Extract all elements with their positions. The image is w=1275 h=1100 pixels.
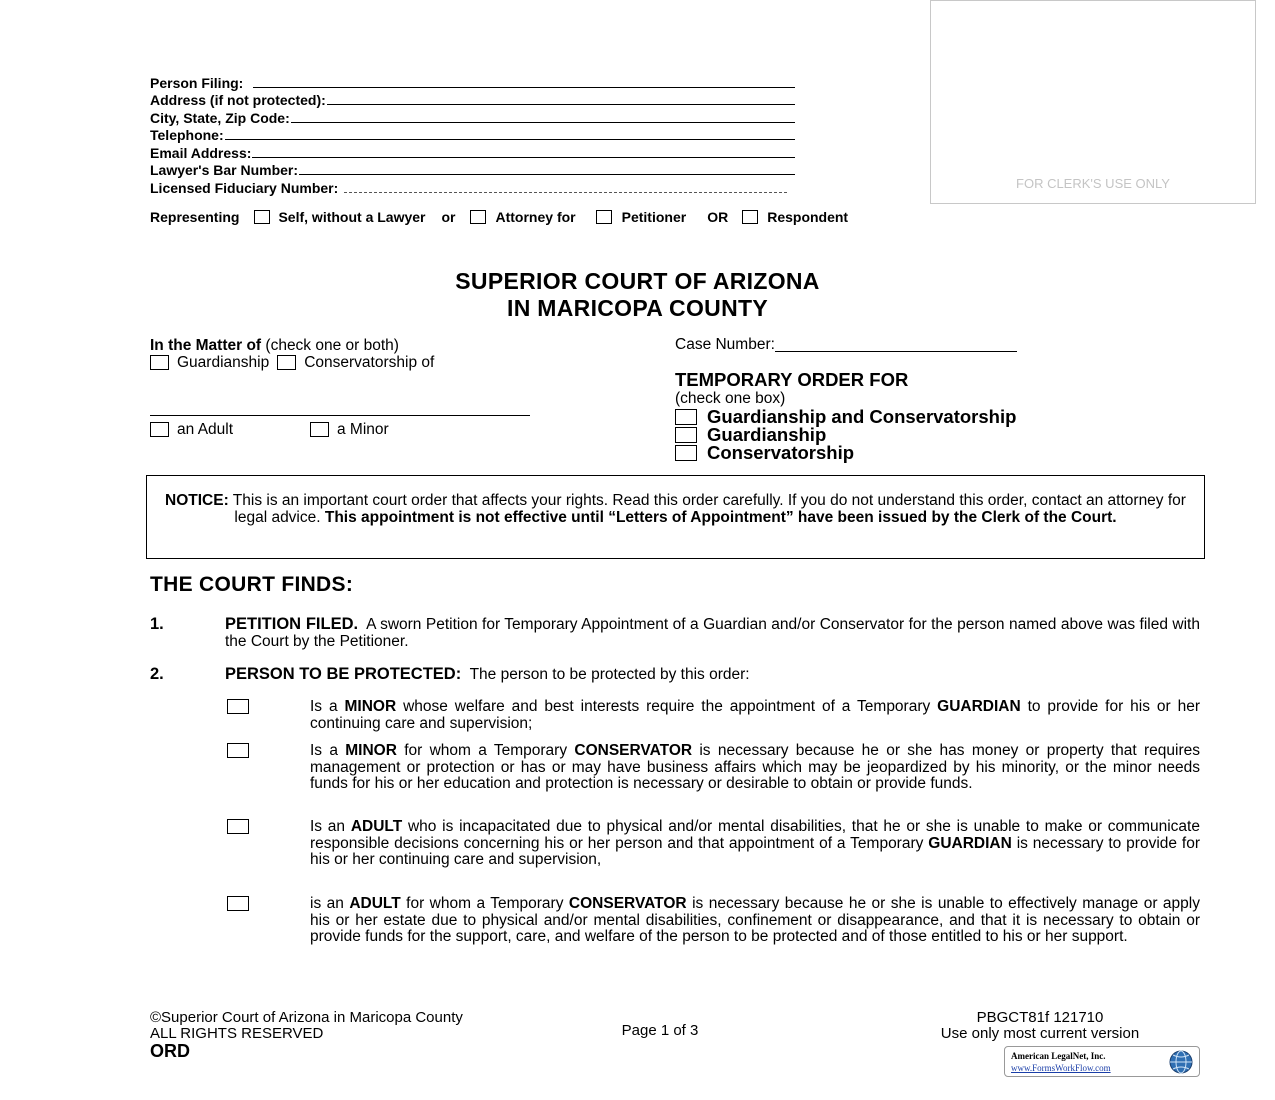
adult-conservator-text-1: is an (310, 895, 350, 912)
minor-guardian-text-1: Is a (310, 698, 345, 715)
respondent-label: Respondent (767, 209, 849, 225)
person-filing-label: Person Filing: (150, 74, 244, 91)
order-guardianship-checkbox[interactable] (675, 427, 697, 443)
item-1-title: PETITION FILED. (225, 615, 359, 633)
adult-guardian-text-3: is necessary to provide for his or her continuing care and supervision, (310, 834, 1200, 868)
minor-guardian-text (310, 699, 1200, 732)
matter-heading (150, 337, 530, 354)
footer-right (900, 1010, 1180, 1042)
filing-info-block (150, 73, 795, 196)
item-2-text (225, 666, 1200, 684)
court-title-line2: IN MARICOPA COUNTY (507, 295, 768, 321)
city-state-zip-row (150, 108, 795, 126)
footer-version: Use only most current version (940, 1025, 1140, 1042)
bar-number-row (150, 161, 795, 179)
minor-checkbox[interactable] (310, 422, 329, 437)
minor-conservator-text-3: is necessary because he or she has money or property that requires management or protection or has or may have business affairs which may be jeopardized by his minority, or the minor needs funds for his or her education and protection is necessary or desirable to obtain or provide funds. (310, 742, 1200, 792)
check-one-note: (check one box) (675, 390, 786, 407)
or-upper-label: OR (707, 209, 729, 225)
or-label: or (441, 209, 456, 225)
protected-person-name-field[interactable] (150, 415, 530, 416)
fiduciary-row (150, 178, 787, 196)
minor-guardian-bold-2: GUARDIAN (937, 698, 1021, 715)
conservatorship-checkbox[interactable] (277, 355, 296, 370)
item-1-text (225, 616, 1200, 650)
clerk-use-label: FOR CLERK'S USE ONLY (1016, 176, 1170, 191)
guardianship-label: Guardianship (177, 353, 270, 371)
adult-conservator-text-2: for whom a Temporary (400, 895, 569, 912)
case-number-label: Case Number: (675, 336, 775, 353)
matter-heading-note: (check one or both) (265, 336, 399, 354)
city-state-zip-label: City, State, Zip Code: (150, 109, 290, 126)
guardianship-checkbox[interactable] (150, 355, 169, 370)
case-section (675, 337, 1017, 462)
adult-guardian-bold-2: GUARDIAN (928, 834, 1012, 852)
footer-rights: ALL RIGHTS RESERVED (150, 1025, 324, 1042)
footer-form-id: PBGCT81f 121710 (976, 1009, 1104, 1026)
minor-conservator-bold-1: MINOR (345, 742, 397, 759)
footer-code: ORD (150, 1041, 190, 1061)
self-checkbox[interactable] (254, 210, 270, 224)
person-filing-field[interactable] (253, 87, 795, 88)
clerk-use-box (930, 0, 1256, 204)
fiduciary-label: Licensed Fiduciary Number: (150, 179, 339, 196)
address-label: Address (if not protected): (150, 92, 326, 108)
item-2-title: PERSON TO BE PROTECTED: (225, 665, 462, 683)
petitioner-checkbox[interactable] (596, 210, 612, 224)
order-both-label: Guardianship and Conservatorship (707, 406, 1017, 427)
attorney-label: Attorney for (495, 209, 576, 225)
order-guardianship-label: Guardianship (707, 424, 827, 445)
bar-number-label: Lawyer's Bar Number: (150, 162, 299, 178)
minor-guardian-text-3: to provide for his or her continuing care and supervision; (310, 698, 1200, 732)
age-row (150, 421, 530, 438)
email-label: Email Address: (150, 144, 252, 161)
email-row (150, 143, 795, 161)
notice-text: This is an important court order that affects your rights. Read this order carefully. If you do not understand this order, contact an attorney for legal advice. (232, 492, 1186, 526)
attorney-checkbox[interactable] (470, 210, 486, 224)
temporary-order-title: TEMPORARY ORDER FOR (675, 369, 909, 390)
notice-label: NOTICE: (165, 492, 229, 509)
city-state-zip-field[interactable] (291, 122, 795, 123)
footer-copyright: ©Superior Court of Arizona in Maricopa County (150, 1009, 463, 1026)
court-title-line1: SUPERIOR COURT OF ARIZONA (455, 268, 820, 294)
email-field[interactable] (252, 157, 795, 158)
telephone-field[interactable] (225, 139, 795, 140)
adult-guardian-text-2: who is incapacitated due to physical and/or mental disabilities, that he or she is unable to make or communicate responsible decisions concerning his or her person and that appointment of a Temporary (310, 818, 1200, 852)
order-conservatorship-label: Conservatorship (707, 442, 855, 463)
representing-label: Representing (150, 209, 240, 225)
minor-conservator-text-1: Is a (310, 742, 346, 759)
adult-guardian-checkbox[interactable] (227, 819, 249, 834)
adult-label: an Adult (177, 420, 234, 438)
telephone-label: Telephone: (150, 127, 224, 143)
minor-conservator-text (310, 743, 1200, 793)
case-number-row (675, 337, 1017, 354)
telephone-row (150, 126, 795, 144)
order-option-conservatorship (675, 444, 1017, 462)
petitioner-label: Petitioner (621, 209, 687, 225)
minor-conservator-bold-2: CONSERVATOR (574, 742, 693, 759)
item-1-number: 1. (150, 615, 164, 633)
fiduciary-field[interactable] (344, 192, 787, 193)
person-filing-row (150, 73, 795, 91)
court-finds-heading: THE COURT FINDS: (150, 573, 354, 596)
adult-conservator-bold-1: ADULT (349, 895, 401, 912)
footer-left (150, 1010, 463, 1060)
american-legalnet-logo[interactable] (1004, 1046, 1200, 1077)
notice-box (146, 475, 1205, 559)
self-label: Self, without a Lawyer (278, 209, 426, 225)
logo-url[interactable]: www.FormsWorkFlow.com (1011, 1063, 1111, 1073)
representing-row (150, 209, 848, 225)
matter-type-row (150, 354, 530, 371)
adult-conservator-checkbox[interactable] (227, 896, 249, 911)
adult-guardian-text (310, 819, 1200, 869)
notice-bold-text: This appointment is not effective until “Letters of Appointment” have been issued by the Clerk of the Court. (324, 509, 1117, 526)
logo-company-name: American LegalNet, Inc. (1011, 1051, 1106, 1061)
minor-guardian-text-2: whose welfare and best interests require the appointment of a Temporary (396, 698, 938, 715)
minor-label: a Minor (337, 420, 389, 438)
minor-guardian-checkbox[interactable] (227, 699, 249, 714)
adult-guardian-text-1: Is an (310, 818, 351, 835)
minor-conservator-text-2: for whom a Temporary (396, 742, 575, 759)
minor-conservator-checkbox[interactable] (227, 743, 249, 758)
case-number-field[interactable] (775, 351, 1017, 352)
respondent-checkbox[interactable] (742, 210, 758, 224)
address-row (150, 91, 795, 109)
adult-conservator-text (310, 896, 1200, 946)
order-conservatorship-checkbox[interactable] (675, 445, 697, 461)
conservatorship-label: Conservatorship of (304, 353, 435, 371)
matter-heading-bold: In the Matter of (150, 336, 262, 354)
globe-icon (1167, 1049, 1195, 1075)
address-field[interactable] (327, 104, 795, 105)
matter-section (150, 337, 530, 438)
item-2-body: The person to be protected by this order: (469, 666, 750, 683)
adult-guardian-bold-1: ADULT (350, 818, 403, 835)
footer-page-number: Page 1 of 3 (621, 1022, 699, 1039)
order-both-checkbox[interactable] (675, 409, 697, 425)
adult-checkbox[interactable] (150, 422, 169, 437)
bar-number-field[interactable] (299, 174, 795, 175)
minor-guardian-bold-1: MINOR (344, 698, 397, 715)
adult-conservator-bold-2: CONSERVATOR (568, 895, 687, 912)
item-2-number: 2. (150, 665, 164, 683)
item-1-body: A sworn Petition for Temporary Appointment of a Guardian and/or Conservator for the person named above was filed with the Court by the Petitioner. (225, 616, 1200, 650)
adult-conservator-text-3: is necessary because he or she is unable to effectively manage or apply his or her estate due to physical and/or mental disabilities, confinement or disappearance, and that it is necessary to obtain or provide funds for the support, care, and welfare of the person to be protected and of those entitled to his or her support. (310, 895, 1200, 945)
